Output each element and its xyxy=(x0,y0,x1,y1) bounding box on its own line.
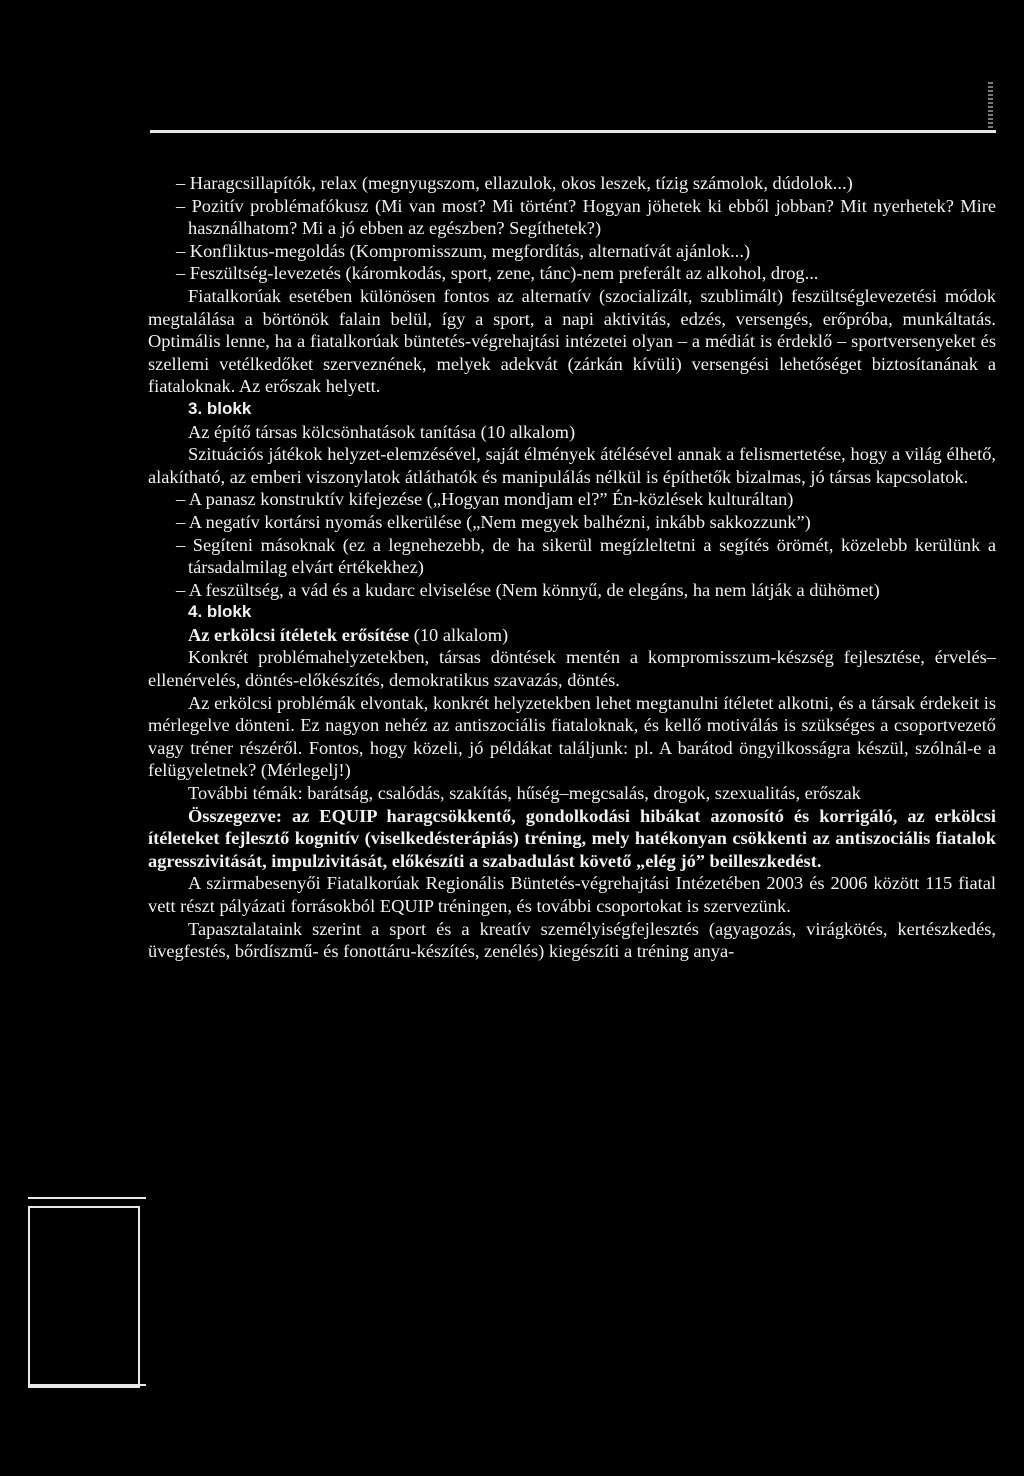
list-item: – Segíteni másoknak (ez a legnehezebb, de ha sikerül megízleltetni a segítés örömét, közelebb kerülünk a társadalmilag elvárt értékekhez) xyxy=(176,534,996,578)
margin-rule-bottom xyxy=(28,1384,146,1386)
summary-paragraph: Összegezve: az EQUIP haragcsökkentő, gondolkodási hibákat azonosító és korrigáló, az erkölcsi ítéleteket fejlesztő kognitív (viselkedésterápiás) tréning, mely hatékonyan csökkenti az antiszociális fiatalok agresszivitását, impulzivitását, előkészíti a szabadulást követő „elég jó” beilleszkedést. xyxy=(148,805,996,871)
margin-box xyxy=(28,1206,140,1388)
paragraph: További témák: barátság, csalódás, szakítás, hűség–megcsalás, drogok, szexualitás, erőszak xyxy=(188,783,861,804)
header-rule xyxy=(150,130,996,133)
list-item: – Haragcsillapítók, relax (megnyugszom, ellazulok, okos leszek, tízig számolok, dúdolok...) xyxy=(176,173,853,193)
section-title: Az építő társas kölcsönhatások tanítása (10 alkalom) xyxy=(188,421,576,442)
list-item: – A panasz konstruktív kifejezése („Hogyan mondjam el?” Én-közlések kulturáltan) xyxy=(176,489,794,510)
list-item: – A feszültség, a vád és a kudarc elviselése (Nem könnyű, de elegáns, ha nem látják a dühömet) xyxy=(176,579,880,600)
paragraph: A szirmabesenyői Fiatalkorúak Regionális Büntetés-végrehajtási Intézetében 2003 és 2006 között 115 fiatal vett részt pályázati forrásokból EQUIP tréningen, és további csoportokat is szervezünk. xyxy=(148,873,996,916)
list-item: – Feszültség-levezetés (káromkodás, sport, zene, tánc)-nem preferált az alkohol, drog... xyxy=(176,263,819,284)
paragraph: Az erkölcsi problémák elvontak, konkrét helyzetekben lehet megtanulni ítéletet alkotni, és a társak érdekeit is mérlegelve dönteni. Ez nagyon nehéz az antiszociális fiataloknak, és kellő motiválás is szükséges a csoportvezető vagy tréner részéről. Fontos, hogy közeli, jó példákat találjunk: pl. A barátod öngyilkosságra készül, szólnál-e a felügyeletnek? (Mérlegelj!) xyxy=(148,692,996,781)
scan-mark xyxy=(988,82,993,132)
margin-rule-top xyxy=(28,1197,146,1199)
section-title-rest: (10 alkalom) xyxy=(409,624,509,645)
paragraph: Konkrét problémahelyzetekben, társas döntések mentén a kompromisszum-készség fejlesztése, érvelés–ellenérvelés, döntés-előkészítés, demokratikus szavazás, döntés. xyxy=(148,647,996,691)
page-body xyxy=(148,172,996,963)
paragraph: Tapasztalataink szerint a sport és a kreatív személyiségfejlesztés (agyagozás, virágkötés, kertészkedés, üvegfestés, bőrdíszmű- és fonottáru-készítés, zenélés) kiegészíti a tréning anya- xyxy=(148,918,996,962)
section-heading: 4. blokk xyxy=(188,602,252,622)
section-heading: 3. blokk xyxy=(188,398,252,418)
paragraph: Fiatalkorúak esetében különösen fontos az alternatív (szocializált, szublimált) feszültséglevezetési módok megtalálása a börtönök falain belül, így a sport, a napi aktivitás, edzés, versengés, erőpróba, munkáltatás. Optimális lenne, ha a fiatalkorúak büntetés-végrehajtási intézetei olyan – a médiát is érdeklő – sportversenyeket és szellemi vetélkedőket szerveznének, melyek adekvát (zárkán kívüli) versengési lehetőséget biztosítanának a fiataloknak. Az erőszak helyett. xyxy=(148,285,996,397)
list-item: – Pozitív problémafókusz (Mi van most? Mi történt? Hogyan jöhetek ki ebből jobban? Mit nyerhetek? Mire használhatom? Mi a jó ebben az egészben? Segíthetek?) xyxy=(176,195,996,239)
paragraph: Szituációs játékok helyzet-elemzésével, saját élmények átélésével annak a felismertetése, hogy a világ élhető, alakítható, az emberi viszonylatok átláthatók és manipulálás nélkül is építhetők bizalmas, jó társas kapcsolatok. xyxy=(148,444,996,487)
section-title xyxy=(148,624,996,647)
section-title-bold: Az erkölcsi ítéletek erősítése xyxy=(188,624,410,645)
list-item: – Konfliktus-megoldás (Kompromisszum, megfordítás, alternatívát ajánlok...) xyxy=(176,240,751,261)
list-item: – A negatív kortársi nyomás elkerülése („Nem megyek balhézni, inkább sakkozzunk”) xyxy=(176,511,811,532)
